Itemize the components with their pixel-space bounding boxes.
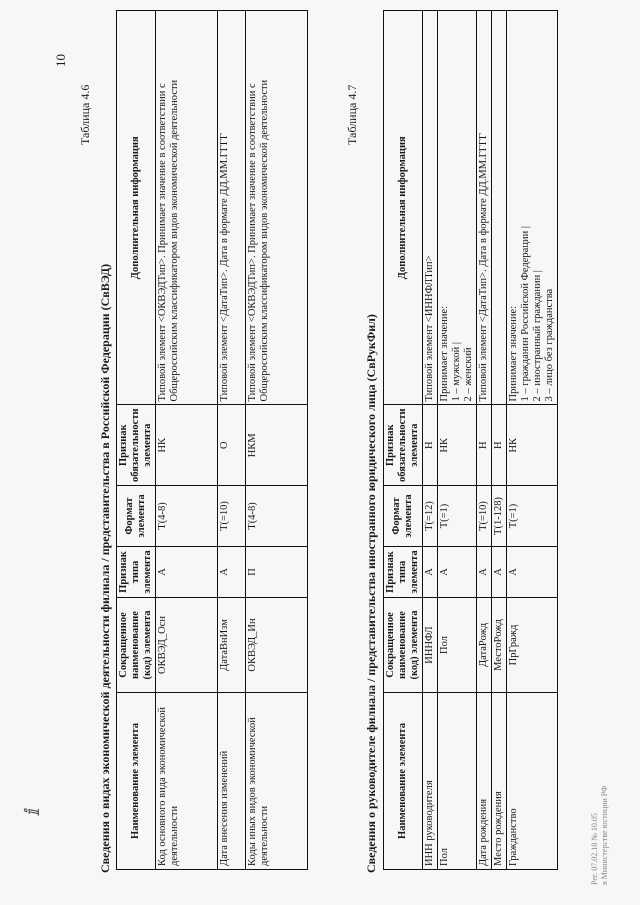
cell-short: ОКВЭД_Осн <box>156 598 218 693</box>
cell-info <box>492 11 507 405</box>
cell-name: ИНН руководителя <box>423 693 438 870</box>
cell-name: Дата внесения изменений <box>218 693 246 870</box>
cell-short: ОКВЭД_Ин <box>246 598 308 693</box>
table-row <box>492 11 507 870</box>
cell-info <box>507 11 558 405</box>
cell-short: ИННФЛ <box>423 598 438 693</box>
table-header-row <box>117 11 156 870</box>
table-row <box>218 11 246 870</box>
cell-info <box>438 11 477 405</box>
cell-required: Н <box>492 405 507 486</box>
registration-stamp <box>590 786 610 885</box>
header-type: Признак типа элемента <box>117 547 156 598</box>
cell-format: Т(=12) <box>423 486 438 547</box>
cell-name: Пол <box>438 693 477 870</box>
cell-name: Место рождения <box>492 693 507 870</box>
header-required: Признак обязательности элемента <box>117 405 156 486</box>
header-format: Формат элемента <box>117 486 156 547</box>
header-short: Сокращенное наименование (код) элемента <box>384 598 423 693</box>
cell-required: О <box>218 405 246 486</box>
table-4-6-title: Сведения о видах экономической деятельности филиала / представительства в Российской Федерации (СвВЭД) <box>98 263 112 873</box>
cell-type: А <box>156 547 218 598</box>
header-short: Сокращенное наименование (код) элемента <box>117 598 156 693</box>
info-line: Принимает значение: <box>508 305 519 402</box>
info-line: Принимает значение: <box>439 305 450 402</box>
cell-type: А <box>423 547 438 598</box>
header-info: Дополнительная информация <box>117 11 156 405</box>
cell-format: Т(=1) <box>507 486 558 547</box>
cell-type: П <box>246 547 308 598</box>
info-line: 2 – иностранный гражданин | <box>532 270 543 402</box>
table-row <box>438 11 477 870</box>
cell-type: А <box>492 547 507 598</box>
cell-required: Н <box>423 405 438 486</box>
cell-name: Дата рождения <box>477 693 492 870</box>
cell-info: Типовой элемент <ИННФЛТип> <box>423 11 438 405</box>
cell-required: НКМ <box>246 405 308 486</box>
table-4-7 <box>383 10 558 870</box>
cell-short: Пол <box>438 598 477 693</box>
cell-short: ПрГражд <box>507 598 558 693</box>
cell-short: ДатаВнИзм <box>218 598 246 693</box>
cell-name: Коды иных видов экономической деятельности <box>246 693 308 870</box>
table-4-6 <box>116 10 308 870</box>
table-row <box>246 11 308 870</box>
table-4-6-caption: Таблица 4.6 <box>78 84 92 145</box>
table-row <box>477 11 492 870</box>
cell-type: А <box>507 547 558 598</box>
cell-type: А <box>477 547 492 598</box>
cell-required: НК <box>156 405 218 486</box>
cell-info: Типовой элемент <ОКВЭДТип>. Принимает значение в соответствии с Общероссийским классификатором видов экономической деятельности <box>156 11 218 405</box>
cell-format: Т(=10) <box>477 486 492 547</box>
header-name: Наименование элемента <box>117 693 156 870</box>
table-row <box>423 11 438 870</box>
header-type: Признак типа элемента <box>384 547 423 598</box>
info-line: 2 – женский <box>463 347 474 402</box>
cell-name: Гражданство <box>507 693 558 870</box>
cell-info: Типовой элемент <ОКВЭДТип>. Принимает значение в соответствии с Общероссийским классификатором видов экономической деятельности <box>246 11 308 405</box>
header-name: Наименование элемента <box>384 693 423 870</box>
header-info: Дополнительная информация <box>384 11 423 405</box>
cell-info: Типовой элемент <ДатаТип>. Дата в формате ДД.ММ.ГГГГ <box>477 11 492 405</box>
table-row <box>507 11 558 870</box>
stamp-line: в Министерстве юстиции РФ <box>600 785 609 885</box>
cell-name: Код основного вида экономической деятельности <box>156 693 218 870</box>
handwritten-mark: ⅈ <box>22 807 44 815</box>
table-row <box>156 11 218 870</box>
cell-required: Н <box>477 405 492 486</box>
info-line: 3 – лицо без гражданства <box>544 288 555 402</box>
stamp-line: Рег. 07.02.18 № 10.05 <box>590 813 599 885</box>
cell-format: Т(1-128) <box>492 486 507 547</box>
table-4-7-title: Сведения о руководителе филиала / представительства иностранного юридического лица (СвРукФил) <box>364 314 378 873</box>
cell-format: Т(4-8) <box>156 486 218 547</box>
cell-format: Т(4-8) <box>246 486 308 547</box>
cell-short: МестоРожд <box>492 598 507 693</box>
table-4-7-caption: Таблица 4.7 <box>345 84 359 145</box>
cell-info: Типовой элемент <ДатаТип>. Дата в формате ДД.ММ.ГГГГ <box>218 11 246 405</box>
table-header-row <box>384 11 423 870</box>
cell-type: А <box>218 547 246 598</box>
cell-format: Т(=1) <box>438 486 477 547</box>
header-required: Признак обязательности элемента <box>384 405 423 486</box>
cell-type: А <box>438 547 477 598</box>
cell-short: ДатаРожд <box>477 598 492 693</box>
cell-format: Т(=10) <box>218 486 246 547</box>
cell-required: НК <box>438 405 477 486</box>
header-format: Формат элемента <box>384 486 423 547</box>
page-number: 10 <box>53 54 68 67</box>
info-line: 1 – мужской | <box>451 342 462 402</box>
cell-required: НК <box>507 405 558 486</box>
info-line: 1 – гражданин Российской Федерации | <box>520 226 531 402</box>
